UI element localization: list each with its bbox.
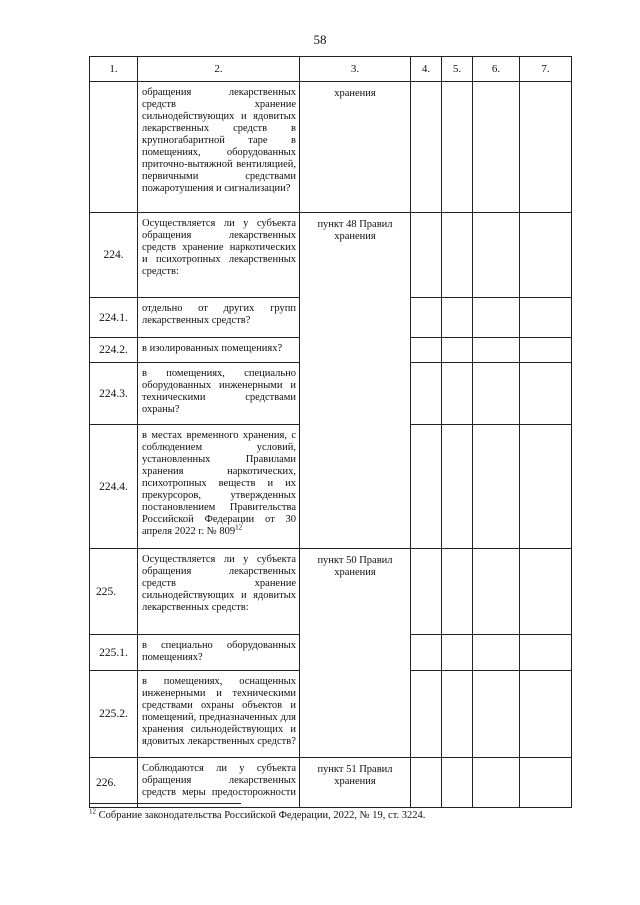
question-text: в помещениях, специально оборудованных инженерными и техническими средствами охраны?: [138, 363, 300, 425]
answer-cell[interactable]: [411, 363, 442, 425]
checklist-table: [89, 56, 572, 808]
column-header: 1.: [90, 57, 138, 82]
question-cell: [138, 425, 300, 549]
answer-cell[interactable]: [411, 338, 442, 363]
answer-cell[interactable]: [442, 425, 473, 549]
answer-cell[interactable]: [473, 425, 520, 549]
answer-cell[interactable]: [520, 635, 572, 671]
table-row: [90, 82, 572, 213]
answer-cell[interactable]: [411, 425, 442, 549]
question-text: Осуществляется ли у субъекта обращения лекарственных средств хранение наркотических и психотропных лекарственных средств:: [138, 213, 300, 298]
legal-reference: пункт 48 Правил хранения: [300, 213, 411, 549]
row-number: 224.3.: [90, 363, 138, 425]
row-number: 225.2.: [90, 671, 138, 758]
question-text: в помещениях, оснащенных инженерными и техническими средствами охраны объектов и помещений, предназначенных для хранения сильнодействующих и ядовитых лекарственных средств?: [138, 671, 300, 758]
row-number: 226.: [90, 758, 138, 808]
question-text: обращения лекарственных средств хранение сильнодействующих и ядовитых лекарственных средств в крупногабаритной таре в помещениях, оборудованных приточно-вытяжной вентиляцией, первичными средствами пожаротушения и сигнализации?: [138, 82, 300, 213]
answer-cell[interactable]: [442, 671, 473, 758]
answer-cell[interactable]: [442, 758, 473, 808]
legal-reference: пункт 51 Правил хранения: [300, 758, 411, 808]
question-text: Осуществляется ли у субъекта обращения лекарственных средств хранение сильнодействующих и ядовитых лекарственных средств:: [138, 549, 300, 635]
answer-cell[interactable]: [411, 298, 442, 338]
footnote-text: Собрание законодательства Российской Федерации, 2022, № 19, ст. 3224.: [96, 810, 426, 821]
answer-cell[interactable]: [520, 213, 572, 298]
answer-cell[interactable]: [520, 425, 572, 549]
table-row: [90, 758, 572, 808]
column-header: 2.: [138, 57, 300, 82]
question-text: в специально оборудованных помещениях?: [138, 635, 300, 671]
row-number: 224.4.: [90, 425, 138, 549]
column-header: 4.: [411, 57, 442, 82]
answer-cell[interactable]: [520, 758, 572, 808]
answer-cell[interactable]: [473, 363, 520, 425]
table-header-row: [90, 57, 572, 82]
answer-cell[interactable]: [411, 549, 442, 635]
question-text: в изолированных помещениях?: [138, 338, 300, 363]
row-number: [90, 82, 138, 213]
row-number: 224.1.: [90, 298, 138, 338]
answer-cell[interactable]: [473, 671, 520, 758]
answer-cell[interactable]: [520, 671, 572, 758]
answer-cell[interactable]: [411, 635, 442, 671]
answer-cell[interactable]: [520, 549, 572, 635]
answer-cell[interactable]: [473, 338, 520, 363]
answer-cell[interactable]: [473, 298, 520, 338]
answer-cell[interactable]: [411, 758, 442, 808]
answer-cell[interactable]: [473, 758, 520, 808]
footnote-divider: [89, 803, 241, 804]
answer-cell[interactable]: [411, 82, 442, 213]
row-number: 225.1.: [90, 635, 138, 671]
legal-reference: пункт 50 Правил хранения: [300, 549, 411, 758]
table-row: [90, 549, 572, 635]
question-text: Соблюдаются ли у субъекта обращения лекарственных средств меры предосторожности: [138, 758, 300, 808]
column-header: 6.: [473, 57, 520, 82]
answer-cell[interactable]: [473, 549, 520, 635]
answer-cell[interactable]: [442, 298, 473, 338]
answer-cell[interactable]: [442, 549, 473, 635]
answer-cell[interactable]: [520, 82, 572, 213]
question-text: отдельно от других групп лекарственных средств?: [138, 298, 300, 338]
answer-cell[interactable]: [442, 82, 473, 213]
answer-cell[interactable]: [520, 298, 572, 338]
answer-cell[interactable]: [473, 635, 520, 671]
answer-cell[interactable]: [442, 363, 473, 425]
answer-cell[interactable]: [442, 635, 473, 671]
page-number: 58: [313, 32, 327, 47]
answer-cell[interactable]: [473, 82, 520, 213]
question-text: в местах временного хранения, с соблюдением условий, установленных Правилами хранения наркотических, психотропных веществ и их прекурсоров, утвержденных постановлением Правительства Российской Федерации от 30 апреля 2022 г. № 809: [142, 430, 296, 537]
footnote: [89, 807, 426, 821]
answer-cell[interactable]: [411, 213, 442, 298]
row-number: 225.: [90, 549, 138, 635]
answer-cell[interactable]: [442, 213, 473, 298]
row-number: 224.2.: [90, 338, 138, 363]
answer-cell[interactable]: [473, 213, 520, 298]
table-row: [90, 213, 572, 298]
footnote-ref: 12: [235, 523, 243, 532]
row-number: 224.: [90, 213, 138, 298]
column-header: 3.: [300, 57, 411, 82]
column-header: 5.: [442, 57, 473, 82]
answer-cell[interactable]: [411, 671, 442, 758]
legal-reference: хранения: [300, 82, 411, 213]
answer-cell[interactable]: [520, 363, 572, 425]
answer-cell[interactable]: [520, 338, 572, 363]
column-header: 7.: [520, 57, 572, 82]
answer-cell[interactable]: [442, 338, 473, 363]
footnote-marker: 12: [89, 807, 96, 816]
